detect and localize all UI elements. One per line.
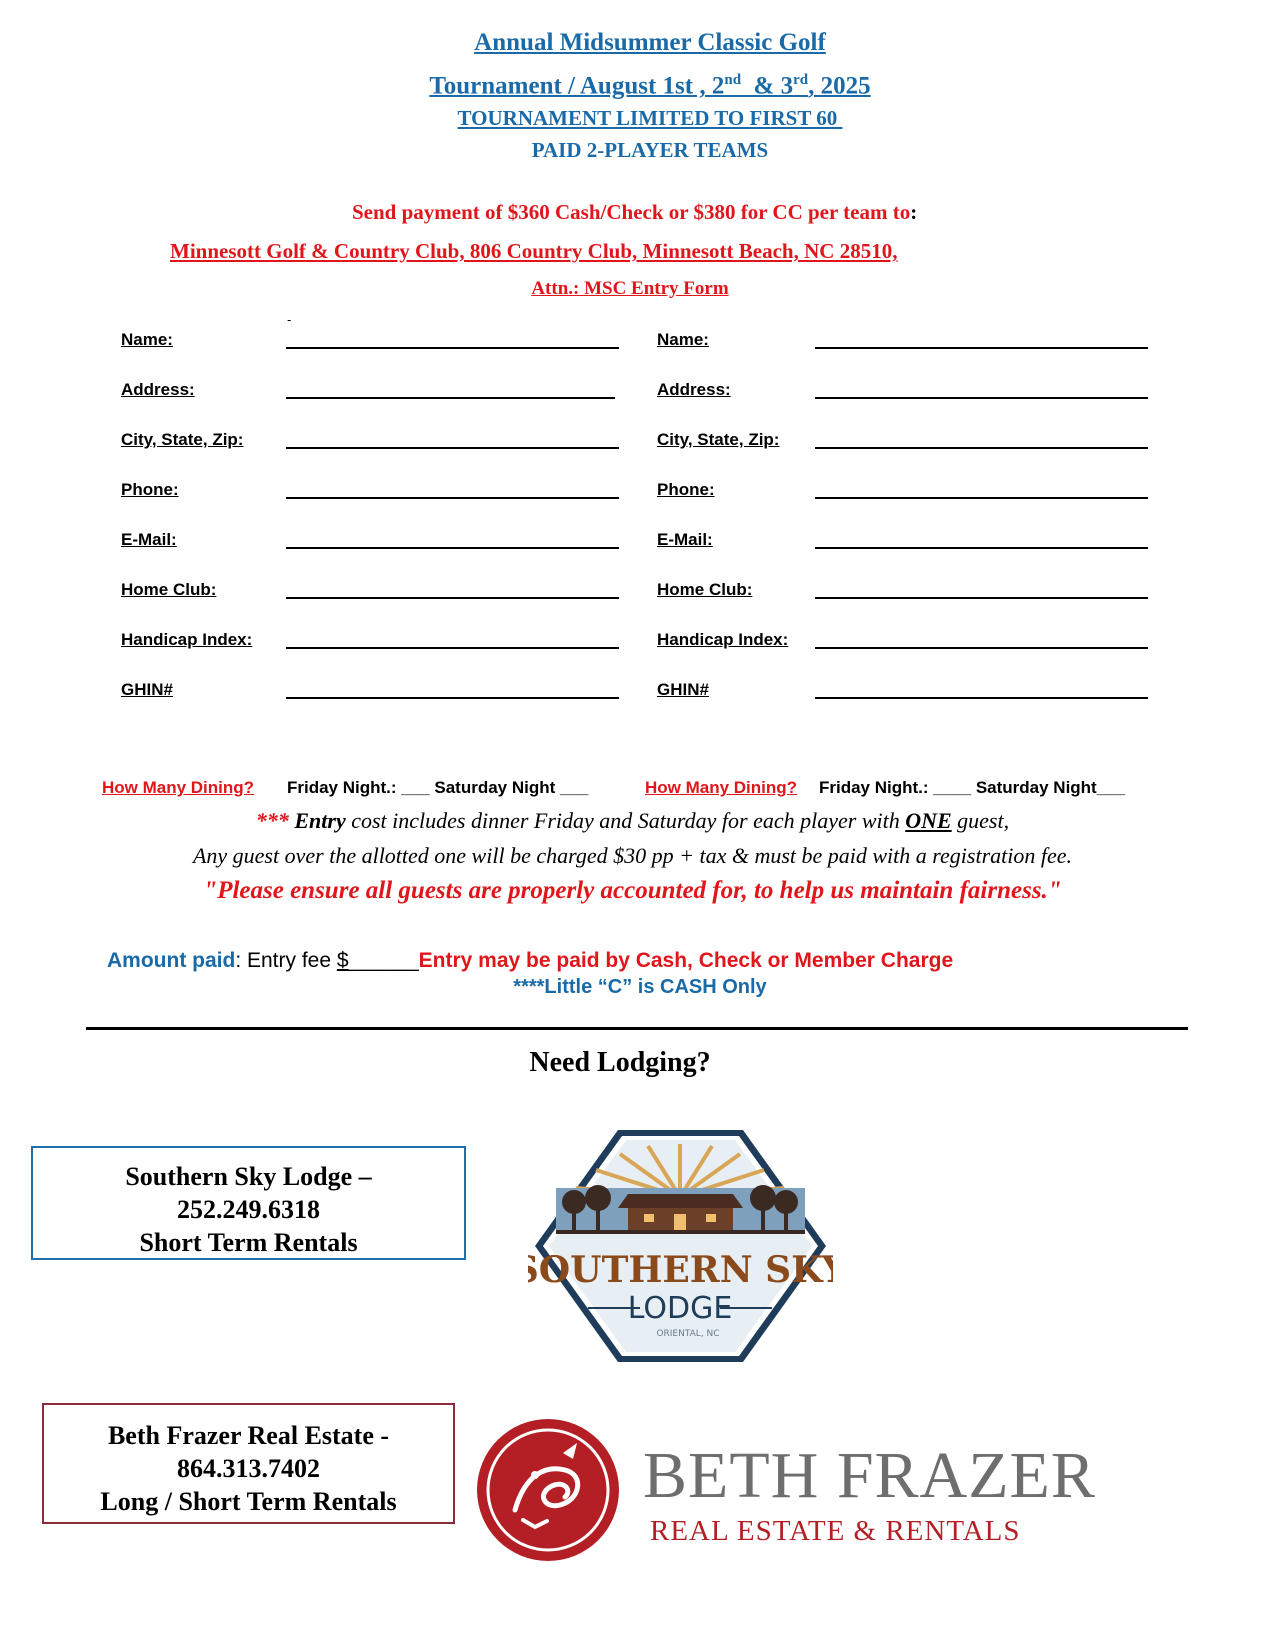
player2-home-club-field[interactable]	[815, 597, 1148, 599]
amount-paid-row	[107, 949, 953, 973]
note-one: ONE	[905, 808, 952, 833]
player1-address-label: Address:	[121, 380, 195, 399]
player1-phone-label: Phone:	[121, 480, 179, 499]
dining-counts-left: Friday Night.: ___ Saturday Night ___	[287, 778, 589, 797]
lodging-heading: Need Lodging?	[529, 1047, 711, 1078]
player2-home-club-label: Home Club:	[657, 580, 753, 599]
player2-address-field[interactable]	[815, 397, 1148, 399]
tournament-title	[360, 26, 940, 103]
player1-ghin-field[interactable]	[286, 697, 619, 699]
section-divider	[86, 1027, 1188, 1030]
southern-sky-box	[31, 1146, 466, 1260]
attention-line: Attn.: MSC Entry Form	[531, 278, 729, 299]
player1-name-field[interactable]	[286, 347, 619, 349]
note-end: guest,	[951, 808, 1010, 833]
player1-city-state-zip-field[interactable]	[286, 447, 619, 449]
player2-e-mail-field[interactable]	[815, 547, 1148, 549]
dining-question-right: How Many Dining?	[645, 778, 798, 797]
amount-entry-fee: : Entry fee	[235, 949, 337, 972]
title-date-sup2: rd	[793, 72, 809, 88]
limit-line-2: PAID 2-PLAYER TEAMS	[531, 138, 769, 162]
title-line-2	[360, 63, 940, 103]
beth-frazer-logo-name: BETH FRAZER	[643, 1439, 1096, 1512]
send-payment-line	[352, 200, 917, 225]
beth-frazer-phone: 864.313.7402	[177, 1454, 320, 1483]
entry-note-1	[60, 808, 1205, 834]
title-date-suffix: , 2025	[808, 72, 871, 100]
limit-line-1: TOURNAMENT LIMITED TO FIRST 60	[457, 106, 843, 130]
player2-phone-label: Phone:	[657, 480, 715, 499]
player2-phone-field[interactable]	[815, 497, 1148, 499]
player1-phone-field[interactable]	[286, 497, 619, 499]
player2-ghin-label: GHIN#	[657, 680, 709, 699]
player2-ghin-field[interactable]	[815, 697, 1148, 699]
note-middle: cost includes dinner Friday and Saturday for each player with	[345, 808, 906, 833]
logo-southern-sky-text: SOUTHERN SKY	[528, 1249, 833, 1291]
note-stars: ***	[255, 808, 295, 833]
logo-location-text: ORIENTAL, NC	[656, 1329, 720, 1339]
player1-handicap-index-field[interactable]	[286, 647, 619, 649]
entry-note-2: Any guest over the allotted one will be charged $30 pp + tax & must be paid with a registration fee.	[192, 843, 1073, 868]
title-line-1: Annual Midsummer Classic Golf	[474, 29, 826, 56]
player2-city-state-zip-field[interactable]	[815, 447, 1148, 449]
player2-handicap-index-label: Handicap Index:	[657, 630, 789, 649]
amount-blank: ______	[348, 949, 419, 972]
send-payment-text: Send payment of $360 Cash/Check or $380 for CC per team to	[352, 200, 911, 224]
player1-e-mail-field[interactable]	[286, 547, 619, 549]
title-date-prefix: Tournament / August 1st , 2	[429, 72, 725, 100]
logo-lodge-text: LODGE	[627, 1291, 733, 1326]
player1-name-label: Name:	[121, 330, 173, 349]
player1-ghin-label: GHIN#	[121, 680, 173, 699]
beth-frazer-name: Beth Frazer Real Estate -	[107, 1421, 390, 1450]
southern-sky-logo	[528, 1122, 833, 1370]
title-date-mid: & 3	[741, 72, 794, 100]
player1-e-mail-label: E-Mail:	[121, 530, 177, 549]
send-payment-colon: :	[910, 200, 918, 224]
player2-handicap-index-field[interactable]	[815, 647, 1148, 649]
stray-mark: -	[287, 312, 292, 327]
dining-counts-right: Friday Night.: ____ Saturday Night___	[819, 778, 1126, 797]
payment-methods: Entry may be paid by Cash, Check or Member Charge	[418, 949, 954, 972]
amount-dollar: $	[336, 949, 349, 972]
player2-name-field[interactable]	[815, 347, 1148, 349]
southern-sky-name: Southern Sky Lodge –	[125, 1162, 372, 1191]
dining-question-left: How Many Dining?	[102, 778, 255, 797]
note-entry: Entry	[294, 808, 346, 833]
player2-name-label: Name:	[657, 330, 709, 349]
amount-paid-label: Amount paid	[107, 949, 236, 972]
player1-city-state-zip-label: City, State, Zip:	[121, 430, 244, 449]
southern-sky-logo-graphic	[528, 1122, 833, 1370]
player2-e-mail-label: E-Mail:	[657, 530, 713, 549]
beth-frazer-logo-tagline: REAL ESTATE & RENTALS	[650, 1515, 1021, 1547]
beth-frazer-box	[42, 1403, 455, 1524]
beth-frazer-logo	[475, 1415, 1096, 1565]
beth-frazer-desc: Long / Short Term Rentals	[100, 1487, 397, 1516]
player1-home-club-label: Home Club:	[121, 580, 217, 599]
limit-notice	[360, 102, 940, 166]
southern-sky-desc: Short Term Rentals	[139, 1228, 358, 1257]
player2-city-state-zip-label: City, State, Zip:	[657, 430, 780, 449]
player2-address-label: Address:	[657, 380, 731, 399]
player1-home-club-field[interactable]	[286, 597, 619, 599]
player1-handicap-index-label: Handicap Index:	[121, 630, 253, 649]
cash-only-note: ****Little “C” is CASH Only	[513, 976, 767, 998]
title-date-sup1: nd	[724, 72, 742, 88]
player1-address-field[interactable]	[286, 397, 615, 399]
fairness-note: "Please ensure all guests are properly accounted for, to help us maintain fairness."	[203, 877, 1062, 904]
southern-sky-phone: 252.249.6318	[177, 1195, 320, 1224]
club-address: Minnesott Golf & Country Club, 806 Country Club, Minnesott Beach, NC 28510,	[170, 239, 898, 263]
